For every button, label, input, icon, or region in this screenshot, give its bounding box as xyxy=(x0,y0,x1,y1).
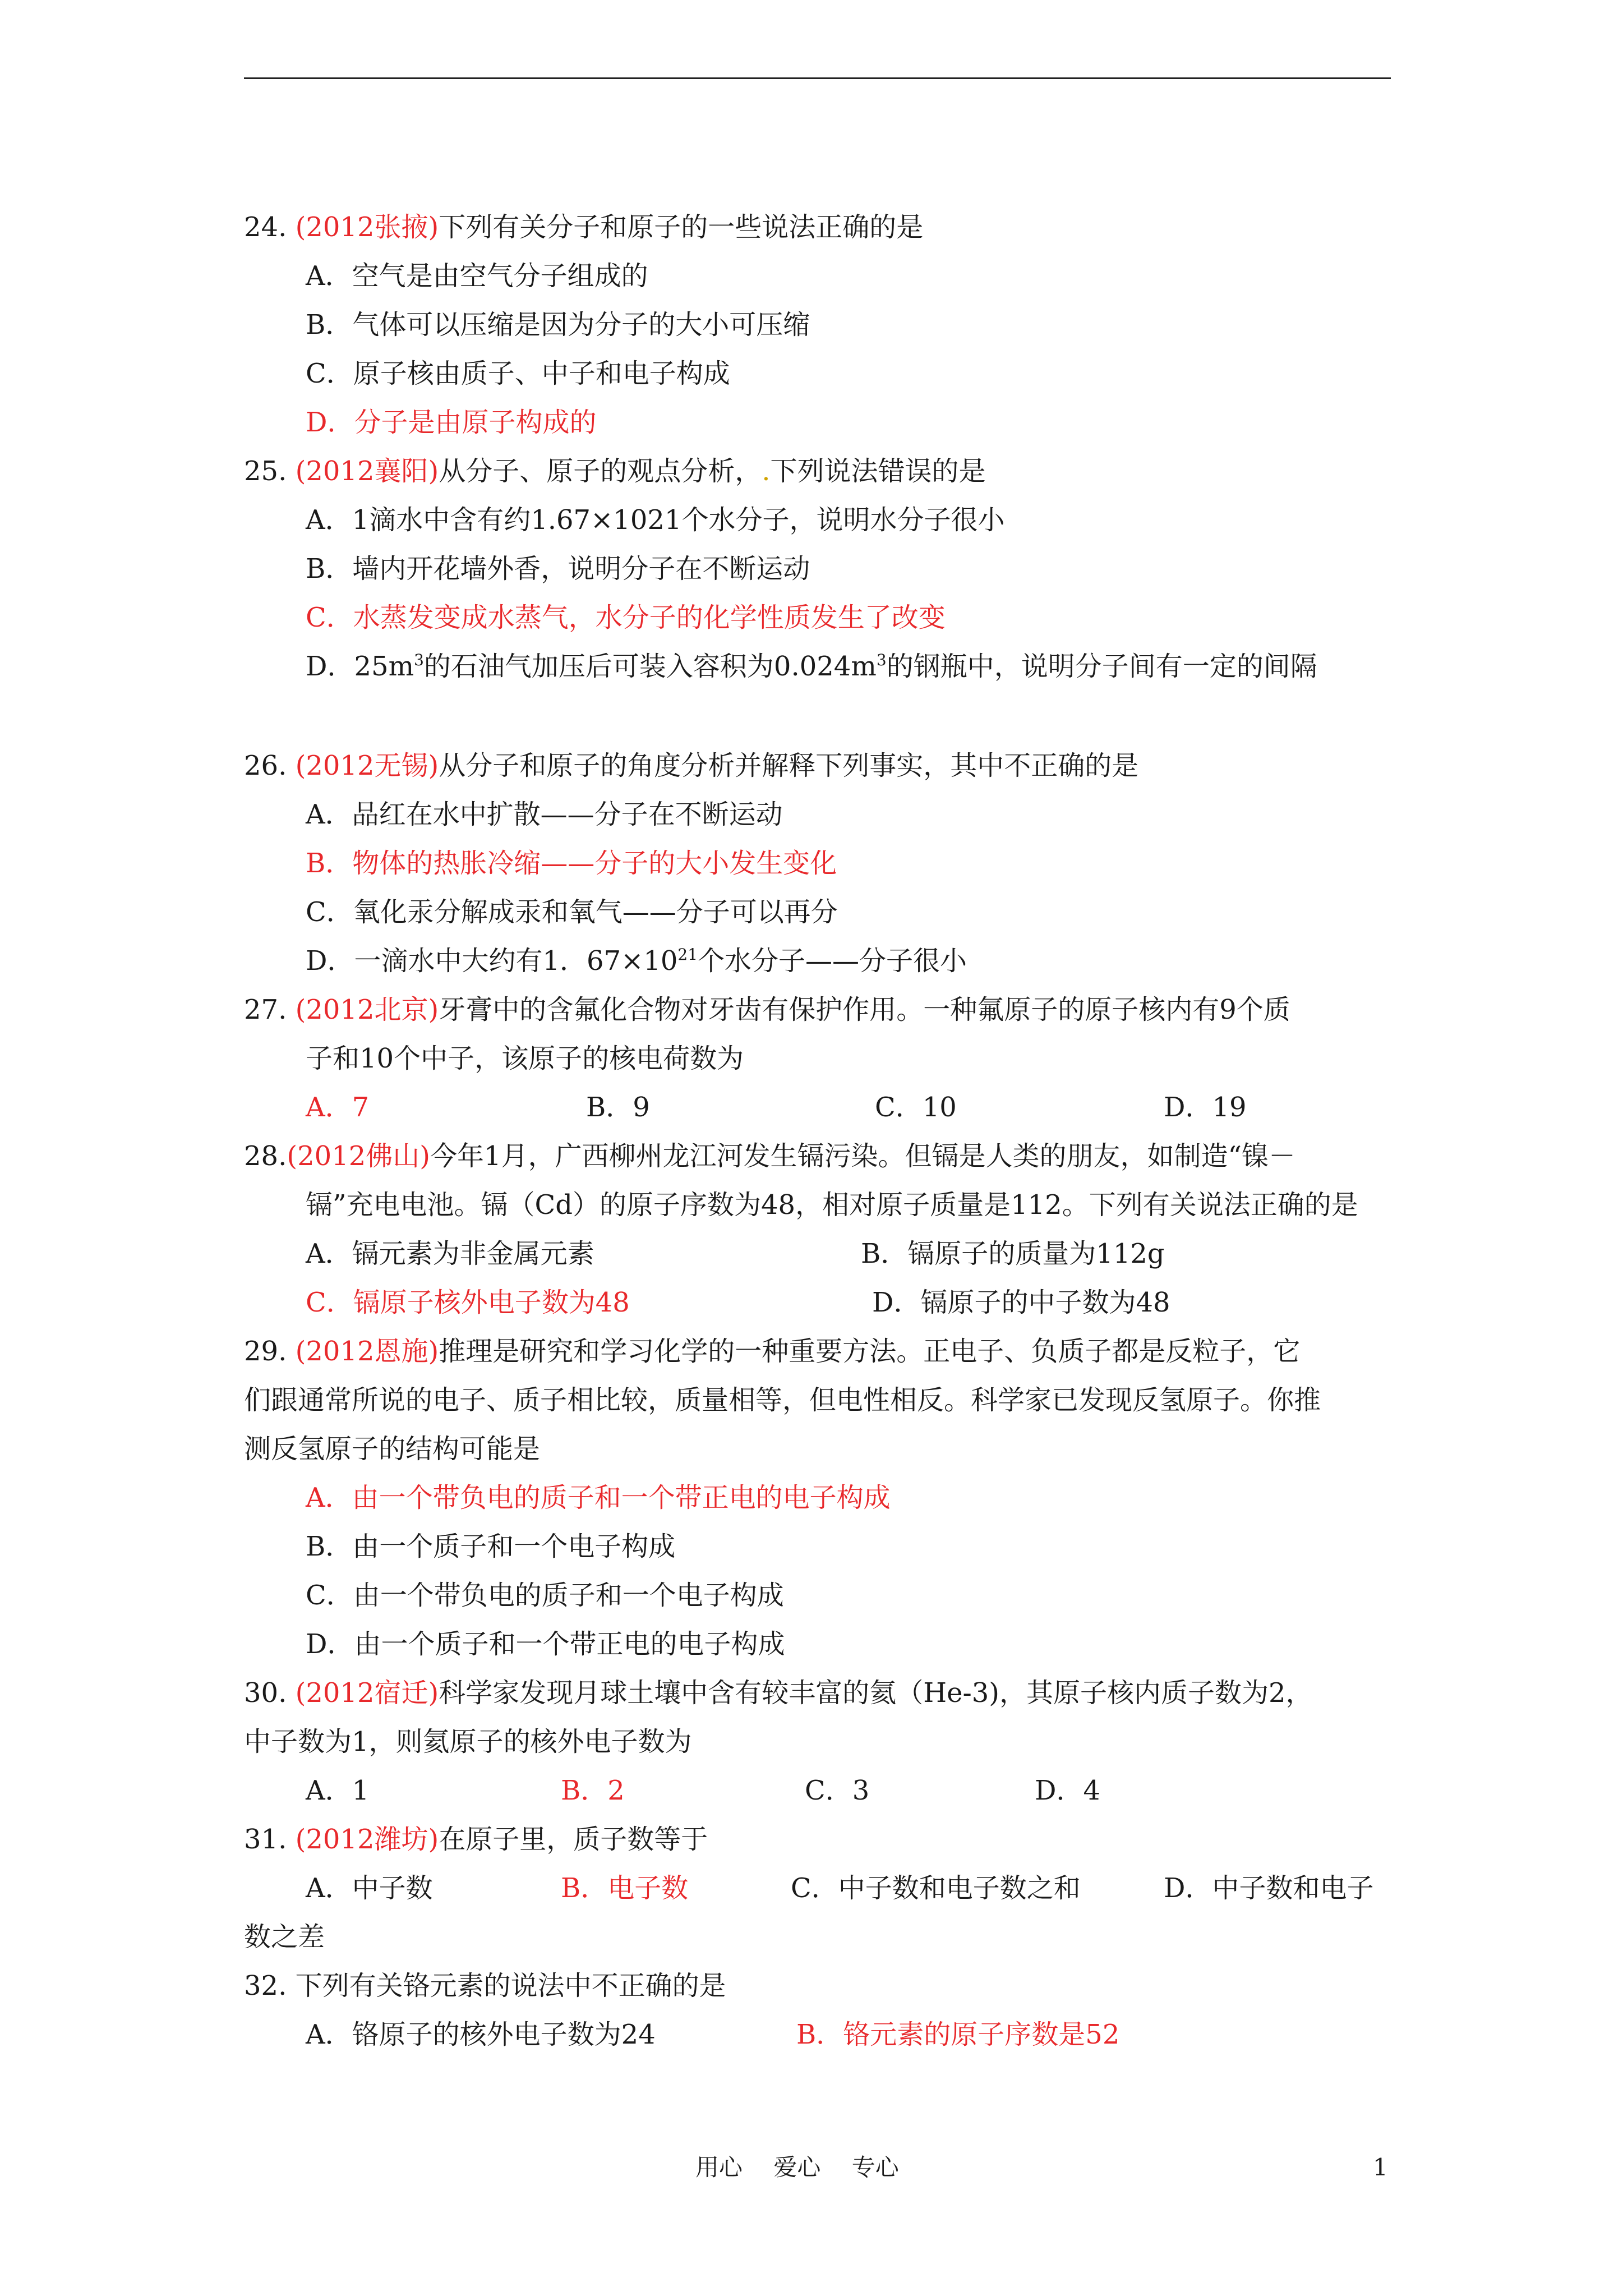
q24-option-b: B．气体可以压缩是因为分子的大小可压缩 xyxy=(306,309,810,341)
question-text: 今年1月，广西柳州龙江河发生镉污染。但镉是人类的朋友，如制造“镍－ xyxy=(430,1140,1296,1172)
q26-option-b-answer: B．物体的热胀冷缩——分子的大小发生变化 xyxy=(306,848,837,879)
q31-option-c: C．中子数和电子数之和 xyxy=(791,1872,1081,1904)
q32-option-b-answer: B．铬元素的原子序数是52 xyxy=(796,2019,1120,2050)
option-text: 个水分子——分子很小 xyxy=(698,945,967,977)
stray-dot: . xyxy=(762,455,771,487)
q29-option-c: C．由一个带负电的质子和一个电子构成 xyxy=(306,1580,784,1611)
q27-option-b: B．9 xyxy=(586,1092,650,1123)
question-text: 下列有关分子和原子的一些说法正确的是 xyxy=(439,211,924,243)
option-text: D．25m xyxy=(306,651,414,682)
option-text: 的石油气加压后可装入容积为0.024m xyxy=(423,651,877,682)
question-number: 29. xyxy=(244,1336,287,1367)
q31-stem xyxy=(244,1823,708,1856)
footer-text: 专心 xyxy=(851,2154,899,2181)
q29-stem xyxy=(244,1335,1300,1368)
option-text: 的钢瓶中，说明分子间有一定的间隔 xyxy=(886,651,1317,682)
superscript: 3 xyxy=(876,651,887,669)
question-text: 科学家发现月球土壤中含有较丰富的氦（He-3)，其原子核内质子数为2， xyxy=(439,1677,1313,1709)
question-number: 27. xyxy=(244,994,287,1025)
question-text: 从分子、原子的观点分析， xyxy=(439,455,762,487)
question-text: 牙膏中的含氟化合物对牙齿有保护作用。一种氟原子的原子核内有9个质 xyxy=(439,994,1290,1025)
q30-stem xyxy=(244,1676,1313,1710)
question-text-cont: 下列说法错误的是 xyxy=(770,455,986,487)
q26-option-c: C．氧化汞分解成汞和氧气——分子可以再分 xyxy=(306,896,838,928)
question-text: 在原子里，质子数等于 xyxy=(439,1824,708,1855)
q28-option-d: D．镉原子的中子数为48 xyxy=(872,1287,1170,1318)
header-rule xyxy=(244,77,1391,79)
q30-stem-cont: 中子数为1，则氦原子的核外电子数为 xyxy=(244,1726,692,1757)
question-number: 26. xyxy=(244,750,287,781)
option-text: D．一滴水中大约有1．67×10 xyxy=(306,945,678,977)
q29-option-d: D．由一个质子和一个带正电的电子构成 xyxy=(306,1628,785,1660)
q24-option-d-answer: D．分子是由原子构成的 xyxy=(306,407,597,438)
question-text: 下列有关铬元素的说法中不正确的是 xyxy=(295,1970,726,2001)
q28-stem-cont: 镉”充电电池。镉（Cd）的原子序数为48，相对原子质量是112。下列有关说法正确的是 xyxy=(306,1189,1358,1221)
q28-option-b: B．镉原子的质量为112g xyxy=(861,1238,1165,1269)
q29-option-b: B．由一个质子和一个电子构成 xyxy=(306,1531,676,1562)
q26-option-d xyxy=(306,944,967,978)
q24-option-a: A．空气是由空气分子组成的 xyxy=(306,260,648,292)
question-number: 30. xyxy=(244,1677,287,1709)
q28-stem xyxy=(244,1139,1295,1173)
footer-text: 爱心 xyxy=(773,2154,821,2181)
q30-option-b-answer: B．2 xyxy=(561,1775,625,1806)
q27-stem-cont: 子和10个中子，该原子的核电荷数为 xyxy=(306,1043,744,1074)
q31-option-a: A．中子数 xyxy=(306,1872,433,1904)
q25-option-b: B．墙内开花墙外香，说明分子在不断运动 xyxy=(306,553,810,585)
q31-option-d: D．中子数和电子 xyxy=(1164,1872,1374,1904)
q27-option-d: D．19 xyxy=(1164,1092,1247,1123)
question-number: 31. xyxy=(244,1824,287,1855)
question-number: 28. xyxy=(244,1140,287,1172)
question-number: 32. xyxy=(244,1970,287,2001)
q28-option-c-answer: C．镉原子核外电子数为48 xyxy=(306,1287,630,1318)
superscript: 3 xyxy=(414,651,424,669)
q24-stem xyxy=(244,210,923,244)
question-source: (2012潍坊) xyxy=(295,1824,439,1855)
question-source: (2012无锡) xyxy=(295,750,439,781)
page-number: 1 xyxy=(1373,2154,1388,2181)
question-source: (2012佛山) xyxy=(287,1140,430,1172)
superscript: 21 xyxy=(677,945,698,964)
footer-text: 用心 xyxy=(695,2154,743,2181)
q30-option-d: D．4 xyxy=(1035,1775,1101,1806)
q30-option-c: C．3 xyxy=(805,1775,870,1806)
q30-option-a: A．1 xyxy=(306,1775,370,1806)
q27-stem xyxy=(244,993,1290,1027)
q29-stem-cont: 们跟通常所说的电子、质子相比较，质量相等，但电性相反。科学家已发现反氢原子。你推 xyxy=(244,1384,1321,1416)
question-number: 25. xyxy=(244,455,287,487)
q24-option-c: C．原子核由质子、中子和电子构成 xyxy=(306,358,730,389)
question-source: (2012宿迁) xyxy=(295,1677,439,1709)
question-text: 推理是研究和学习化学的一种重要方法。正电子、负质子都是反粒子，它 xyxy=(439,1336,1301,1367)
q29-stem-cont2: 测反氢原子的结构可能是 xyxy=(244,1433,541,1465)
question-number: 24. xyxy=(244,211,287,243)
question-source: (2012张掖) xyxy=(295,211,439,243)
q31-option-d-cont: 数之差 xyxy=(244,1921,325,1953)
q32-option-a: A．铬原子的核外电子数为24 xyxy=(306,2019,656,2050)
q25-stem xyxy=(244,454,986,488)
question-source: (2012襄阳) xyxy=(295,455,439,487)
question-text: 从分子和原子的角度分析并解释下列事实，其中不正确的是 xyxy=(439,750,1139,781)
q25-option-c-answer: C．水蒸发变成水蒸气，水分子的化学性质发生了改变 xyxy=(306,602,946,633)
q31-option-b-answer: B．电子数 xyxy=(561,1872,689,1904)
q32-stem xyxy=(244,1969,726,2003)
q25-option-a: A．1滴水中含有约1.67×1021个水分子，说明水分子很小 xyxy=(306,504,1005,536)
question-source: (2012北京) xyxy=(295,994,439,1025)
q28-option-a: A．镉元素为非金属元素 xyxy=(306,1238,594,1269)
question-source: (2012恩施) xyxy=(295,1336,439,1367)
q29-option-a-answer: A．由一个带负电的质子和一个带正电的电子构成 xyxy=(306,1482,891,1513)
q27-option-a-answer: A．7 xyxy=(306,1092,370,1123)
q25-option-d xyxy=(306,650,1317,683)
page-footer xyxy=(695,2153,923,2182)
q26-stem xyxy=(244,749,1138,783)
q27-option-c: C．10 xyxy=(875,1092,957,1123)
q26-option-a: A．品红在水中扩散——分子在不断运动 xyxy=(306,799,783,830)
